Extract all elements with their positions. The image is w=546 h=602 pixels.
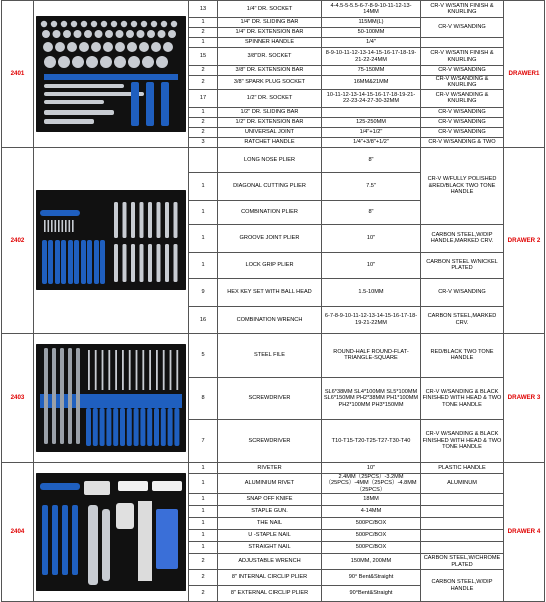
steel-file-icon: [44, 348, 48, 444]
qty-cell: 1: [189, 200, 218, 224]
description-cell: STAPLE GUN.: [218, 506, 322, 518]
socket-icon: [84, 30, 92, 38]
finish-cell: CR-V W/SANDING: [421, 117, 504, 127]
socket-icon: [163, 42, 173, 52]
finish-cell: ALUMINUM: [421, 473, 504, 493]
hex-key-icon: [72, 220, 74, 232]
description-cell: SCREWDRIVER: [218, 377, 322, 419]
plier-icon: [68, 240, 73, 284]
hex-key-icon: [58, 220, 60, 232]
socket-icon: [114, 56, 126, 68]
finish-cell: CARBON STEEL,W/DIP HANDLE: [421, 570, 504, 602]
description-cell: 1/4" DR. EXTENSION BAR: [218, 28, 322, 38]
qty-cell: 1: [189, 224, 218, 252]
screwdriver-shaft-icon: [163, 350, 165, 390]
socket-icon: [55, 42, 65, 52]
socket-icon: [100, 56, 112, 68]
socket-icon: [105, 30, 113, 38]
hex-key-icon: [62, 220, 64, 232]
finish-cell: CR-V W/SANDING & KNURLING: [421, 76, 504, 90]
qty-cell: 3: [189, 137, 218, 147]
steel-file-icon: [68, 348, 72, 444]
combination-wrench-icon: [174, 202, 178, 238]
description-cell: 1/2" DR. SLIDING BAR: [218, 107, 322, 117]
description-cell: THE NAIL: [218, 518, 322, 530]
qty-cell: 5: [189, 333, 218, 377]
socket-icon: [86, 56, 98, 68]
table-row: [2, 462, 545, 473]
socket-icon: [116, 30, 124, 38]
circlip-plier-icon: [62, 505, 68, 575]
qty-cell: 13: [189, 1, 218, 18]
extension-bar-icon: [44, 84, 124, 88]
spec-cell: 1.5-10MM: [322, 278, 421, 306]
socket-icon: [128, 56, 140, 68]
spec-cell: 4-14MM: [322, 506, 421, 518]
spec-cell: 10-11-12-13-14-15-16-17-18-19-21-22-23-24-27-30-32MM: [322, 89, 421, 107]
spec-cell: 115MM(L): [322, 18, 421, 28]
qty-cell: 2: [189, 76, 218, 90]
hex-key-icon: [55, 220, 57, 232]
combination-wrench-icon: [140, 244, 144, 282]
socket-icon: [158, 30, 166, 38]
screwdriver-handle-icon: [154, 408, 159, 446]
qty-cell: 1: [189, 542, 218, 554]
finish-cell: [421, 518, 504, 530]
riveter-icon: [40, 483, 80, 490]
drawer-photo-cell: [34, 462, 189, 601]
description-cell: U -STAPLE NAIL: [218, 530, 322, 542]
qty-cell: 1: [189, 473, 218, 493]
circlip-plier-icon: [42, 505, 48, 575]
finish-cell: [421, 38, 504, 48]
description-cell: SNAP OFF KNIFE: [218, 494, 322, 506]
description-cell: UNIVERSAL JOINT: [218, 127, 322, 137]
screwdriver-shaft-icon: [88, 350, 90, 390]
spec-cell: 16MM&21MM: [322, 76, 421, 90]
qty-cell: 2: [189, 554, 218, 570]
finish-cell: CR-V W/SANDING: [421, 278, 504, 306]
spec-cell: 50-100MM: [322, 28, 421, 38]
qty-cell: 1: [189, 530, 218, 542]
spec-cell: 10": [322, 224, 421, 252]
qty-cell: 1: [189, 18, 218, 28]
drawer-photo-cell: [34, 1, 189, 148]
socket-icon: [61, 21, 67, 27]
screwdriver-shaft-icon: [122, 350, 124, 390]
steel-file-icon: [52, 348, 56, 444]
socket-icon: [63, 30, 71, 38]
extension-bar-icon: [44, 92, 144, 96]
spec-cell: SL6*38MM SL4*100MM SL5*100MM SL6*150MM PH2*38MM PH1*100MM PH2*100MM PH3*150MM: [322, 377, 421, 419]
screwdriver-shaft-icon: [95, 350, 97, 390]
file-screwdriver-tray-image: [36, 344, 186, 452]
screwdriver-handle-icon: [106, 408, 111, 446]
socket-icon: [74, 30, 82, 38]
qty-cell: 16: [189, 306, 218, 333]
finish-cell: CR-V W/FULLY POLISHED &RED/BLACK TWO TONE HANDLE: [421, 147, 504, 224]
qty-cell: 2: [189, 127, 218, 137]
table-row: [2, 1, 545, 18]
description-cell: LOCK GRIP PLIER: [218, 252, 322, 278]
screwdriver-handle-icon: [86, 408, 91, 446]
plier-icon: [81, 240, 86, 284]
combination-wrench-icon: [148, 202, 152, 238]
qty-cell: 8: [189, 377, 218, 419]
screwdriver-shaft-icon: [149, 350, 151, 390]
spec-cell: 500PC/BOX: [322, 518, 421, 530]
hex-key-icon: [69, 220, 71, 232]
description-cell: 3/8"DR. SOCKET: [218, 48, 322, 66]
finish-cell: CR-V W/SANDING & KNURLING: [421, 89, 504, 107]
combination-wrench-icon: [165, 202, 169, 238]
spec-cell: 500PC/BOX: [322, 530, 421, 542]
plier-icon: [74, 240, 79, 284]
screwdriver-handle-icon: [134, 408, 139, 446]
socket-set-tray-image: [36, 16, 186, 132]
spec-cell: 75-150MM: [322, 66, 421, 76]
extension-bar-icon: [44, 100, 104, 104]
combination-wrench-icon: [131, 202, 135, 238]
finish-cell: RED/BLACK TWO TONE HANDLE: [421, 333, 504, 377]
qty-cell: [189, 147, 218, 172]
qty-cell: 1: [189, 506, 218, 518]
finish-cell: [421, 542, 504, 554]
plier-icon: [94, 240, 99, 284]
description-cell: 1/2" DR. SOCKET: [218, 89, 322, 107]
description-cell: STEEL FILE: [218, 333, 322, 377]
screwdriver-shaft-icon: [170, 350, 172, 390]
finish-cell: [421, 506, 504, 518]
spec-cell: 6-7-8-9-10-11-12-13-14-15-16-17-18-19-21-22MM: [322, 306, 421, 333]
hex-key-icon: [48, 220, 50, 232]
steel-file-icon: [60, 348, 64, 444]
drawer-code: 2401: [2, 1, 34, 148]
socket-icon: [53, 30, 61, 38]
spec-cell: 2.4MM（25PCS）-3.2MM（25PCS）-4MM（25PCS）-4.8MM（25PCS）: [322, 473, 421, 493]
socket-tray-illustration: [36, 16, 186, 132]
finish-cell: [421, 494, 504, 506]
finish-cell: CR-V W/SANDING: [421, 107, 504, 117]
finish-cell: PLASTIC HANDLE: [421, 462, 504, 473]
spec-cell: 10": [322, 252, 421, 278]
rivet-bag-icon: [138, 501, 152, 581]
socket-icon: [161, 21, 167, 27]
description-cell: RATCHET HANDLE: [218, 137, 322, 147]
screwdriver-shaft-icon: [136, 350, 138, 390]
qty-cell: 7: [189, 419, 218, 462]
description-cell: HEX KEY SET WITH BALL HEAD: [218, 278, 322, 306]
socket-icon: [156, 56, 168, 68]
spec-cell: 7.5": [322, 172, 421, 200]
socket-icon: [126, 30, 134, 38]
socket-icon: [79, 42, 89, 52]
socket-icon: [151, 42, 161, 52]
spec-cell: 1/4"+1/2": [322, 127, 421, 137]
drawer-label: DRAWER1: [504, 1, 545, 148]
qty-cell: 2: [189, 117, 218, 127]
qty-cell: 9: [189, 278, 218, 306]
socket-icon: [81, 21, 87, 27]
description-cell: 8" EXTERNAL CIRCLIP PLIER: [218, 586, 322, 602]
plier-icon: [48, 240, 53, 284]
table-row: [2, 333, 545, 377]
qty-cell: 1: [189, 38, 218, 48]
socket-icon: [127, 42, 137, 52]
pliers-tray-illustration: [36, 190, 186, 290]
qty-cell: 17: [189, 89, 218, 107]
nail-box-icon: [118, 481, 148, 491]
spec-cell: 10": [322, 462, 421, 473]
screwdriver-shaft-icon: [108, 350, 110, 390]
drawer-code: 2404: [2, 462, 34, 601]
screwdriver-shaft-icon: [102, 350, 104, 390]
qty-cell: 1: [189, 172, 218, 200]
screwdriver-shaft-icon: [156, 350, 158, 390]
qty-cell: 2: [189, 28, 218, 38]
qty-cell: 1: [189, 107, 218, 117]
staple-box-icon: [156, 509, 178, 569]
assorted-tools-illustration: [36, 473, 186, 591]
finish-cell: CR-V W/SATIN FINISH & KNURLING: [421, 1, 504, 18]
screwdriver-handle-icon: [168, 408, 173, 446]
spec-cell: 8": [322, 200, 421, 224]
spec-cell: 500PC/BOX: [322, 542, 421, 554]
adjustable-wrench-icon: [102, 509, 110, 581]
nail-box-icon: [152, 481, 182, 491]
hex-key-icon: [65, 220, 67, 232]
finish-cell: CR-V W/SANDING: [421, 127, 504, 137]
socket-icon: [103, 42, 113, 52]
finish-cell: CARBON STEEL,MARKED CRV.: [421, 306, 504, 333]
description-cell: LONG NOSE PLIER: [218, 147, 322, 172]
drawer-label: DRAWER 3: [504, 333, 545, 462]
finish-cell: CR-V W/SANDING & TWO: [421, 137, 504, 147]
finish-cell: CR-V W/SANDING & BLACK FINISHED WITH HEAD & TWO TONE HANDLE: [421, 377, 504, 419]
socket-icon: [58, 56, 70, 68]
socket-icon: [168, 30, 176, 38]
description-cell: GROOVE JOINT PLIER: [218, 224, 322, 252]
adjustable-wrench-icon: [88, 505, 98, 585]
spec-cell: 90° Bent&Straight: [322, 570, 421, 586]
screwdriver-shaft-icon: [176, 350, 178, 390]
description-cell: 3/8" DR. EXTENSION BAR: [218, 66, 322, 76]
socket-icon: [72, 56, 84, 68]
combination-wrench-icon: [148, 244, 152, 282]
drawer-code: 2403: [2, 333, 34, 462]
socket-icon: [115, 42, 125, 52]
screwdriver-handle-icon: [147, 408, 152, 446]
drawer-label: DRAWER 2: [504, 147, 545, 333]
spec-cell: 1/4": [322, 38, 421, 48]
spec-cell: 8-9-10-11-12-13-14-15-16-17-18-19-21-22-24MM: [322, 48, 421, 66]
ratchet-handle-icon: [161, 82, 169, 126]
socket-icon: [139, 42, 149, 52]
ratchet-handle-icon: [146, 82, 154, 126]
qty-cell: 2: [189, 586, 218, 602]
socket-icon: [51, 21, 57, 27]
description-cell: DIAGONAL CUTTING PLIER: [218, 172, 322, 200]
description-cell: 1/4" DR. SLIDING BAR: [218, 18, 322, 28]
qty-cell: 15: [189, 48, 218, 66]
socket-icon: [137, 30, 145, 38]
socket-icon: [43, 42, 53, 52]
assorted-tools-tray-image: [36, 473, 186, 591]
groove-joint-plier-icon: [40, 210, 80, 216]
qty-cell: 1: [189, 518, 218, 530]
qty-cell: 1: [189, 462, 218, 473]
spec-cell: 1/4"+3/8"+1/2": [322, 137, 421, 147]
qty-cell: 1: [189, 252, 218, 278]
description-cell: 8" INTERNAL CIRCLIP PLIER: [218, 570, 322, 586]
spec-cell: 8": [322, 147, 421, 172]
socket-icon: [67, 42, 77, 52]
screwdriver-handle-icon: [161, 408, 166, 446]
spec-cell: 4-4.5-5-5.5-6-7-8-9-10-11-12-13-14MM: [322, 1, 421, 18]
description-cell: SCREWDRIVER: [218, 419, 322, 462]
combination-wrench-icon: [174, 244, 178, 282]
description-cell: COMBINATION WRENCH: [218, 306, 322, 333]
screwdriver-shaft-icon: [142, 350, 144, 390]
socket-icon: [41, 21, 47, 27]
socket-icon: [141, 21, 147, 27]
socket-icon: [44, 56, 56, 68]
circlip-plier-icon: [72, 505, 78, 575]
steel-file-icon: [76, 348, 80, 444]
drawer-photo-cell: [34, 333, 189, 462]
combination-wrench-icon: [131, 244, 135, 282]
finish-cell: CR-V W/SANDING & BLACK FINISHED WITH HEAD & TWO TONE HANDLE: [421, 419, 504, 462]
plier-icon: [100, 240, 105, 284]
description-cell: RIVETER: [218, 462, 322, 473]
combination-wrench-icon: [140, 202, 144, 238]
socket-icon: [151, 21, 157, 27]
socket-icon: [101, 21, 107, 27]
spinner-handle-icon: [44, 110, 114, 115]
socket-icon: [147, 30, 155, 38]
finish-cell: CARBON STEEL,W/CHROME PLATED: [421, 554, 504, 570]
description-cell: 1/4" DR. SOCKET: [218, 1, 322, 18]
screwdriver-handle-icon: [120, 408, 125, 446]
combination-wrench-icon: [157, 244, 161, 282]
spec-cell: 90°Bent&Straight: [322, 586, 421, 602]
socket-icon: [131, 21, 137, 27]
combination-wrench-icon: [114, 202, 118, 238]
ratchet-handle-icon: [131, 82, 139, 126]
description-cell: 3/8" SPARK PLUG SOCKET: [218, 76, 322, 90]
screwdriver-handle-icon: [93, 408, 98, 446]
plier-icon: [87, 240, 92, 284]
circlip-plier-icon: [52, 505, 58, 575]
screwdriver-shaft-icon: [129, 350, 131, 390]
sliding-bar-icon: [44, 119, 94, 124]
socket-icon: [171, 21, 177, 27]
combination-wrench-icon: [157, 202, 161, 238]
spec-cell: [322, 107, 421, 117]
staple-gun-icon: [84, 481, 110, 495]
screwdriver-handle-icon: [127, 408, 132, 446]
tool-spec-table: [1, 0, 545, 602]
socket-icon: [142, 56, 154, 68]
spec-cell: ROUND-HALF ROUND-FLAT-TRIANGLE-SQUARE: [322, 333, 421, 377]
hex-key-icon: [44, 220, 46, 232]
qty-cell: 2: [189, 570, 218, 586]
combination-wrench-icon: [165, 244, 169, 282]
screwdriver-handle-icon: [174, 408, 179, 446]
finish-cell: [421, 530, 504, 542]
combination-wrench-icon: [123, 202, 127, 238]
screwdriver-handle-icon: [140, 408, 145, 446]
description-cell: COMBINATION PLIER: [218, 200, 322, 224]
description-cell: ALUMINIUM RIVET: [218, 473, 322, 493]
plier-icon: [42, 240, 47, 284]
spec-cell: 150MM, 200MM: [322, 554, 421, 570]
qty-cell: 1: [189, 494, 218, 506]
spec-cell: 125-250MM: [322, 117, 421, 127]
plier-icon: [61, 240, 66, 284]
finish-cell: CARBON STEEL W/NICKEL PLATED: [421, 252, 504, 278]
screwdriver-handle-icon: [113, 408, 118, 446]
spec-cell: T10-T15-T20-T25-T27-T30-T40: [322, 419, 421, 462]
socket-icon: [95, 30, 103, 38]
screwdriver-handle-icon: [100, 408, 105, 446]
hex-key-icon: [51, 220, 53, 232]
finish-cell: CR-V W/SANDING: [421, 18, 504, 38]
foam-strip: [44, 74, 178, 80]
socket-icon: [111, 21, 117, 27]
socket-icon: [91, 42, 101, 52]
drawer-code: 2402: [2, 147, 34, 333]
description-cell: 1/2" DR. EXTENSION BAR: [218, 117, 322, 127]
finish-cell: CR-V W/SATIN FINISH & KNURLING: [421, 48, 504, 66]
screwdriver-tray-illustration: [36, 344, 186, 452]
snap-off-knife-icon: [116, 503, 134, 529]
spec-cell: 18MM: [322, 494, 421, 506]
combination-wrench-icon: [123, 244, 127, 282]
socket-icon: [71, 21, 77, 27]
drawer-photo-cell: [34, 147, 189, 333]
description-cell: ADJUSTABLE WRENCH: [218, 554, 322, 570]
socket-icon: [121, 21, 127, 27]
socket-icon: [91, 21, 97, 27]
combination-wrench-icon: [114, 244, 118, 282]
description-cell: SPINNER HANDLE: [218, 38, 322, 48]
finish-cell: CR-V W/SANDING: [421, 66, 504, 76]
table-row: [2, 147, 545, 172]
socket-icon: [42, 30, 50, 38]
finish-cell: CARBON STEEL,W/DIP HANDLE,MARKED CRV.: [421, 224, 504, 252]
qty-cell: 2: [189, 66, 218, 76]
description-cell: STRAIGHT NAIL: [218, 542, 322, 554]
plier-icon: [55, 240, 60, 284]
pliers-wrench-tray-image: [36, 190, 186, 290]
screwdriver-shaft-icon: [115, 350, 117, 390]
drawer-label: DRAWER 4: [504, 462, 545, 601]
